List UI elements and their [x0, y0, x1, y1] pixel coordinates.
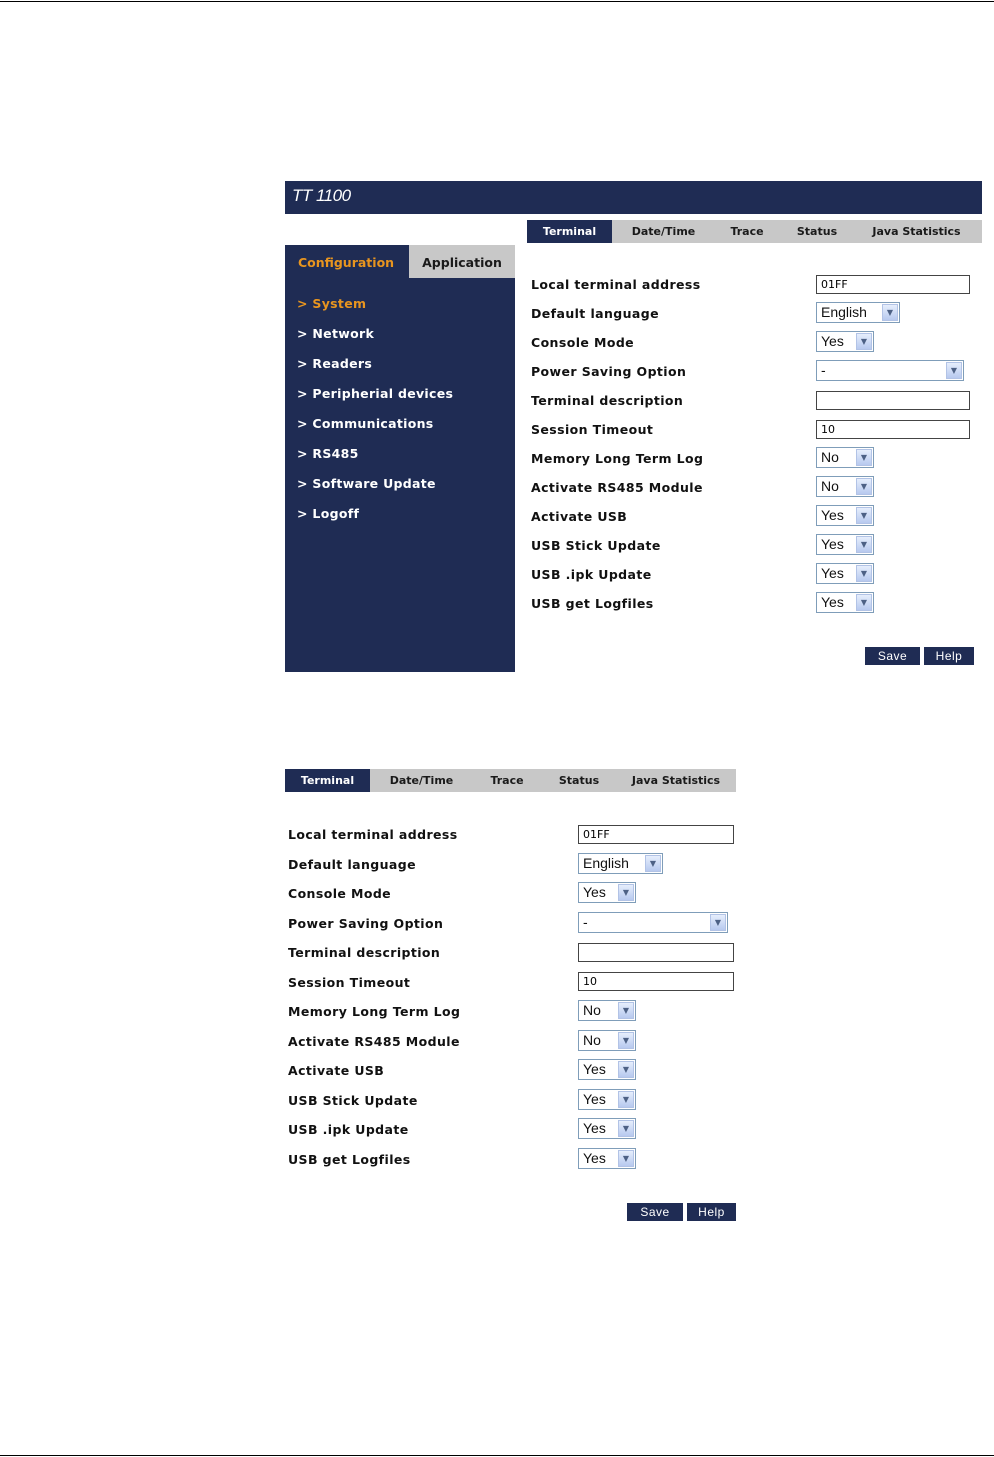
help-button[interactable]: Help	[687, 1203, 736, 1221]
tab-status[interactable]: Status	[796, 225, 838, 238]
sidebar-item-network[interactable]: > Network	[297, 326, 375, 341]
chevron-down-icon: ▼	[710, 914, 726, 931]
sidebar-item-logoff[interactable]: > Logoff	[297, 506, 360, 521]
terminal-description-input[interactable]	[578, 943, 734, 962]
usb-get-logfiles-value: Yes	[583, 1150, 606, 1166]
usb-stick-update-value: Yes	[583, 1091, 606, 1107]
console-mode-select[interactable]	[578, 882, 636, 903]
sidebar-item-communications[interactable]: > Communications	[297, 416, 434, 431]
sidebar-item-software-update[interactable]: > Software Update	[297, 476, 436, 491]
power-saving-option-value: -	[583, 914, 588, 930]
label-session-timeout: Session Timeout	[531, 422, 654, 437]
usb-ipk-update-value: Yes	[821, 565, 844, 581]
page-top-rule	[0, 1, 994, 2]
chevron-down-icon: ▼	[618, 1032, 634, 1049]
label-memory-long-term-log: Memory Long Term Log	[288, 1004, 461, 1019]
usb-ipk-update-select[interactable]	[816, 563, 874, 584]
sidebar	[285, 245, 515, 672]
save-button[interactable]: Save	[627, 1203, 683, 1221]
usb-get-logfiles-select[interactable]	[578, 1148, 636, 1169]
tab-status[interactable]: Status	[558, 774, 600, 787]
chevron-down-icon: ▼	[856, 536, 872, 553]
tab-java-statistics[interactable]: Java Statistics	[631, 774, 721, 787]
usb-stick-update-select[interactable]	[816, 534, 874, 555]
save-button[interactable]: Save	[865, 647, 920, 665]
label-default-language: Default language	[531, 306, 659, 321]
sidebar-item-peripherial-devices[interactable]: > Peripherial devices	[297, 386, 454, 401]
chevron-down-icon: ▼	[856, 333, 872, 350]
power-saving-option-value: -	[821, 362, 826, 378]
terminal-description-input[interactable]	[816, 391, 970, 410]
label-local-terminal-address: Local terminal address	[531, 277, 701, 292]
tab-trace[interactable]: Trace	[490, 774, 524, 787]
console-mode-value: Yes	[821, 333, 844, 349]
activate-rs485-select[interactable]	[816, 476, 874, 497]
activate-usb-value: Yes	[583, 1061, 606, 1077]
chevron-down-icon: ▼	[856, 449, 872, 466]
memory-long-term-log-value: No	[821, 449, 839, 465]
memory-long-term-log-select[interactable]	[578, 1000, 636, 1021]
chevron-down-icon: ▼	[618, 1091, 634, 1108]
activate-usb-value: Yes	[821, 507, 844, 523]
label-usb-get-logfiles: USB get Logfiles	[288, 1152, 411, 1167]
tab-terminal[interactable]: Terminal	[285, 769, 370, 792]
label-session-timeout: Session Timeout	[288, 975, 411, 990]
tab-date-time[interactable]: Date/Time	[631, 225, 696, 238]
chevron-down-icon: ▼	[882, 304, 898, 321]
help-button[interactable]: Help	[924, 647, 974, 665]
sidebar-item-rs485[interactable]: > RS485	[297, 446, 359, 461]
label-usb-stick-update: USB Stick Update	[531, 538, 661, 553]
label-memory-long-term-log: Memory Long Term Log	[531, 451, 704, 466]
tab-trace[interactable]: Trace	[730, 225, 764, 238]
side-tab-configuration[interactable]: Configuration	[285, 245, 407, 278]
label-activate-usb: Activate USB	[531, 509, 628, 524]
chevron-down-icon: ▼	[618, 884, 634, 901]
activate-rs485-value: No	[821, 478, 839, 494]
default-language-value: English	[821, 304, 867, 320]
chevron-down-icon: ▼	[618, 1150, 634, 1167]
activate-rs485-value: No	[583, 1032, 601, 1048]
console-mode-value: Yes	[583, 884, 606, 900]
local-terminal-address-input[interactable]: 01FF	[578, 825, 734, 844]
tab-bar	[527, 220, 982, 243]
session-timeout-input[interactable]: 10	[816, 420, 970, 439]
activate-usb-select[interactable]	[816, 505, 874, 526]
usb-stick-update-select[interactable]	[578, 1089, 636, 1110]
side-tab-application[interactable]: Application	[409, 245, 515, 278]
label-activate-rs485: Activate RS485 Module	[531, 480, 703, 495]
label-usb-stick-update: USB Stick Update	[288, 1093, 418, 1108]
sidebar-item-system[interactable]: > System	[297, 296, 367, 311]
label-power-saving-option: Power Saving Option	[531, 364, 687, 379]
default-language-select[interactable]	[816, 302, 900, 323]
activate-rs485-select[interactable]	[578, 1030, 636, 1051]
label-power-saving-option: Power Saving Option	[288, 916, 444, 931]
session-timeout-input[interactable]: 10	[578, 972, 734, 991]
label-usb-ipk-update: USB .ipk Update	[288, 1122, 409, 1137]
tab-java-statistics[interactable]: Java Statistics	[872, 225, 961, 238]
chevron-down-icon: ▼	[618, 1120, 634, 1137]
chevron-down-icon: ▼	[618, 1002, 634, 1019]
default-language-select[interactable]	[578, 853, 663, 874]
chevron-down-icon: ▼	[856, 565, 872, 582]
chevron-down-icon: ▼	[618, 1061, 634, 1078]
label-activate-rs485: Activate RS485 Module	[288, 1034, 460, 1049]
label-usb-ipk-update: USB .ipk Update	[531, 567, 652, 582]
label-terminal-description: Terminal description	[288, 945, 441, 960]
label-activate-usb: Activate USB	[288, 1063, 385, 1078]
chevron-down-icon: ▼	[856, 594, 872, 611]
power-saving-option-select[interactable]	[816, 360, 964, 381]
usb-stick-update-value: Yes	[821, 536, 844, 552]
memory-long-term-log-select[interactable]	[816, 447, 874, 468]
tab-date-time[interactable]: Date/Time	[389, 774, 454, 787]
chevron-down-icon: ▼	[645, 855, 661, 872]
tab-terminal[interactable]: Terminal	[527, 220, 612, 243]
label-usb-get-logfiles: USB get Logfiles	[531, 596, 654, 611]
usb-get-logfiles-value: Yes	[821, 594, 844, 610]
page-bottom-rule	[0, 1455, 994, 1456]
chevron-down-icon: ▼	[856, 478, 872, 495]
app-header	[285, 181, 982, 214]
power-saving-option-select[interactable]	[578, 912, 728, 933]
usb-ipk-update-select[interactable]	[578, 1118, 636, 1139]
console-mode-select[interactable]	[816, 331, 874, 352]
usb-ipk-update-value: Yes	[583, 1120, 606, 1136]
label-terminal-description: Terminal description	[531, 393, 684, 408]
local-terminal-address-input[interactable]: 01FF	[816, 275, 970, 294]
memory-long-term-log-value: No	[583, 1002, 601, 1018]
label-console-mode: Console Mode	[531, 335, 635, 350]
usb-get-logfiles-select[interactable]	[816, 592, 874, 613]
label-console-mode: Console Mode	[288, 886, 392, 901]
label-local-terminal-address: Local terminal address	[288, 827, 458, 842]
tab-bar-detail	[285, 769, 736, 792]
chevron-down-icon: ▼	[946, 362, 962, 379]
label-default-language: Default language	[288, 857, 416, 872]
app-title: TT 1100	[292, 186, 351, 205]
sidebar-item-readers[interactable]: > Readers	[297, 356, 373, 371]
chevron-down-icon: ▼	[856, 507, 872, 524]
activate-usb-select[interactable]	[578, 1059, 636, 1080]
default-language-value: English	[583, 855, 629, 871]
